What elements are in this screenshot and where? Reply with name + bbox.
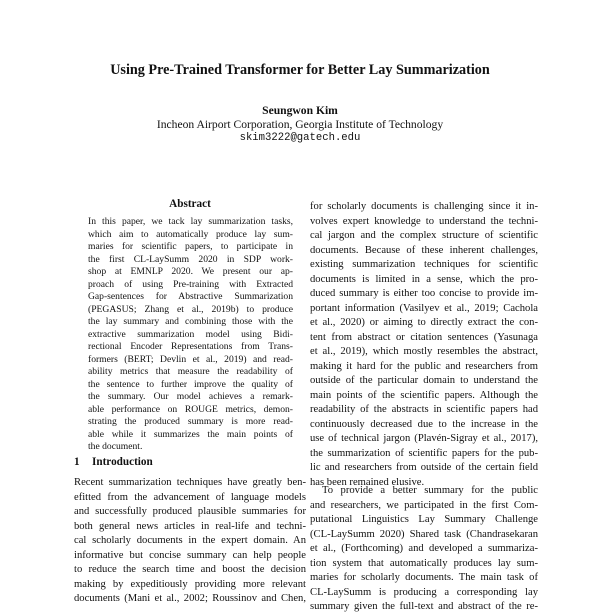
text-line: ability metrics that measure the readability of [88,366,293,377]
text-line: strating the produced summary is more read- [88,416,293,427]
text-line: Gap-sentences for Abstractive Summarization [88,291,293,302]
text-line: making by expeditiously providing more relevant [74,578,306,590]
text-line: maries for scholarly documents. The main task of [310,572,538,583]
text-line: efitted from the advancement of language models [74,491,306,503]
text-line: continuously decreased due to the increase in the [310,418,538,430]
text-line: the lay summary and combining those with the [88,316,293,327]
text-line: et al., 2019), which mostly resembles the abstract, [310,346,538,357]
text-line: for scholarly documents is challenging since it in- [310,201,538,212]
text-line: et al., 2020) or aiming to directly extract the con- [310,317,538,328]
text-line: the sentence to further improve the quality of [88,378,293,390]
text-line: the document. [88,441,143,452]
text-line: lic and researchers from outside of the certain field [310,462,538,473]
text-line: To provide a better summary for the public [322,485,538,496]
author-name: Seungwon Kim [262,104,338,117]
text-line: documents (Mani et al., 2002; Roussinov and Chen, [74,593,306,604]
text-line: putational Linguistics Lay Summary Challenge [310,514,538,525]
text-line: use of technical jargon (Plavén-Sigray et al., 2017), [310,433,538,444]
text-line: volves expert knowledge to understand the techni- [310,215,538,227]
text-line: In this paper, we tack lay summarization tasks, [88,216,293,227]
text-line: able performance on ROUGE metrics, demon- [88,403,293,415]
text-line: portant information (Vasilyev et al., 2019; Cachola [310,302,538,314]
text-line: existing summarization techniques for scientific [310,259,538,270]
text-line: summary given the full-text and abstract of the re- [310,601,538,612]
section-number: 1 [74,456,80,468]
text-line: Recent summarization techniques have greatly ben- [74,477,306,488]
text-line: et al., (Forthcoming) and developed a summariza- [310,543,538,554]
section-heading [74,455,314,469]
text-line: cal jargon and the complex structure of scientific [310,230,538,241]
text-line: formers (BERT; Devlin et al., 2019) and read- [88,353,293,365]
text-line: making it hard for the public and researchers from [310,360,538,372]
paper-title: Using Pre-Trained Transformer for Better Lay Summarization [110,62,490,78]
text-line: CL-LaySumm is producing a corresponding lay [310,586,538,598]
text-line: duced summary is either too concise to provide im- [310,288,538,299]
abstract-heading: Abstract [169,198,211,210]
text-line: rectional Encoder Representations from Trans- [88,341,293,352]
text-line: the summarization of scientific papers for the pub- [310,447,538,459]
text-line: tion system that automatically produces lay sum- [310,557,538,569]
text-line: tent from abstract or citation sentences (Yasunaga [310,331,538,343]
text-line: proach of using Pre-training with Extracted [88,278,293,290]
text-line: the summary. Our model achieves a remark- [88,391,293,402]
text-line: informative but concise summary can help people [74,549,306,561]
text-line: and researchers, we participated in the first Com- [310,499,538,511]
text-line: documents is limited in a sense, which the pro- [310,273,538,285]
text-line: (PEGASUS; Zhang et al., 2019b) to produce [88,303,293,315]
text-line: extractive summarization model using Bidi- [88,328,293,340]
text-line: outside of the particular domain to understand the [310,375,538,386]
text-line: the first CL-LaySumm 2020 in SDP work- [88,253,293,265]
text-line: (CL-LaySumm 2020) Shared task (Chandrasekaran [310,528,538,540]
text-line: to reduce the search time and boost the decision [74,564,306,575]
text-line: main points of the scientific papers. Although the [310,389,538,401]
text-line: documents. Because of these inherent challenges, [310,244,538,256]
author-affiliation: Incheon Airport Corporation, Georgia Institute of Technology [156,118,444,131]
text-line: cal scholarly documents in the expert domain. An [74,535,306,546]
text-line: able while it summarizes the main points of [88,428,293,440]
text-line: readability of the abstracts in scientific papers had [310,404,538,415]
text-line: shop at EMNLP 2020. We present our ap- [88,266,293,277]
text-line: has been remained elusive. [310,476,425,488]
text-line: and successfully produced plausible summaries for [74,506,306,517]
text-line: maries for scientific papers, to participate in [88,241,293,252]
text-line: both general news articles in real-life and techni- [74,520,306,532]
author-email: skim3222@gatech.edu [239,132,361,144]
text-line: which aim to automatically produce lay sum- [88,228,293,240]
section-title: Introduction [92,456,153,468]
